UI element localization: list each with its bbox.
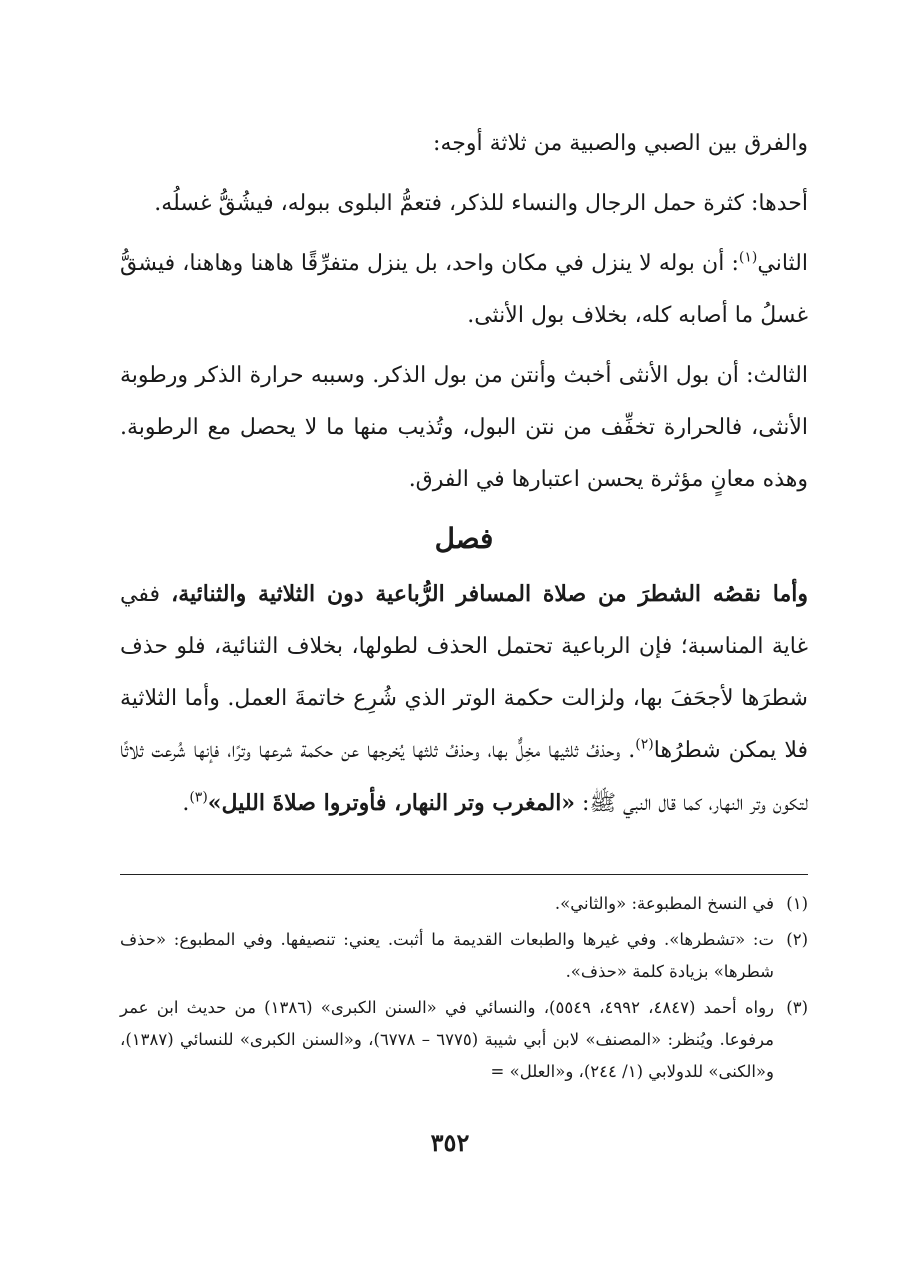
section-text-a: ففي غاية المناسبة؛ فإن الرباعية تحتمل الحذف لطولها، بخلاف الثنائية، فلو حذف شطرَها لأجحَفَ بها، ولزالت حكمة الوتر الذي شُرِع خاتمةَ العمل. وأما الثلاثية فلا يمكن شطرُها <box>120 582 808 763</box>
second-reason-paragraph <box>120 238 808 342</box>
footnotes <box>120 888 808 1092</box>
footnote-ref-3[interactable]: (٣) <box>189 789 208 806</box>
second-reason-lead: الثاني <box>757 251 808 276</box>
footnote-item <box>120 992 808 1088</box>
footnote-text: ت: «تشطرها». وفي غيرها والطبعات القديمة ما أثبت. يعني: تنصيفها. وفي المطبوع: «حذف شطرها» بزيادة كلمة «حذف». <box>120 930 774 981</box>
footnote-number: (٣) <box>786 998 808 1017</box>
footnote-number: (٢) <box>786 930 808 949</box>
page-number: ٣٥٢ <box>430 1128 470 1157</box>
intro-paragraph: والفرق بين الصبي والصبية من ثلاثة أوجه: <box>433 131 808 156</box>
footnote-item <box>120 888 808 920</box>
section-lead-bold: وأما نقصُه الشطرَ من صلاة المسافر الرُّباعية دون الثلاثية والثنائية، <box>171 581 808 607</box>
section-heading: فصل <box>434 522 494 555</box>
footnote-ref-2[interactable]: (٢) <box>635 736 654 753</box>
footnote-item <box>120 924 808 988</box>
footnote-text: رواه أحمد (٤٨٤٧، ٤٩٩٢، ٥٥٤٩)، والنسائي في «السنن الكبرى» (١٣٨٦) من حديث ابن عمر مرفوعا. ويُنظر: «المصنف» لابن أبي شيبة (٦٧٧٥ – ٦٧٧٨)، و«السنن الكبرى» للنسائي (١٣٨٧)، و«الكنى» للدولابي (١/ ٢٤٤)، و«العلل» = <box>120 998 775 1081</box>
first-reason-paragraph: أحدها: كثرة حمل الرجال والنساء للذكر، فتعمُّ البلوى ببوله، فيشُقُّ غسلُه. <box>154 191 808 216</box>
third-reason-paragraph: الثالث: أن بول الأنثى أخبث وأنتن من بول الذكر. وسببه حرارة الذكر ورطوبة الأنثى، فالحرارة تخفِّف من نتن البول، وتُذيب منها ما لا يحصل مع الرطوبة. وهذه معانٍ مؤثرة يحسن اعتبارها في الفرق. <box>120 363 808 492</box>
footnote-divider <box>120 874 808 875</box>
footnote-ref-1[interactable]: (١) <box>738 249 758 266</box>
main-text <box>120 118 808 838</box>
second-reason-text: : أن بوله لا ينزل في مكان واحد، بل ينزل متفرِّقًا هاهنا وهاهنا، فيشقُّ غسلُ ما أصابه كله، بخلاف بول الأنثى. <box>120 251 808 328</box>
hadith-quote: «المغرب وتر النهار، فأوتروا صلاةَ الليل» <box>207 790 576 816</box>
footnote-text: في النسخ المطبوعة: «والثاني». <box>554 894 774 913</box>
section-paragraph <box>120 568 808 830</box>
section-end: . <box>182 791 190 816</box>
section-text-b: . وحذفُ ثلثيها مخِلٌّ بها، وحذفُ ثلثها يُخرجها عن حكمة شرعها وترًا، فإنها شُرعت ثلاثًا لتكون وتر النهار، كما قال النبي ﷺ: <box>120 738 808 816</box>
footnote-number: (١) <box>786 894 808 913</box>
